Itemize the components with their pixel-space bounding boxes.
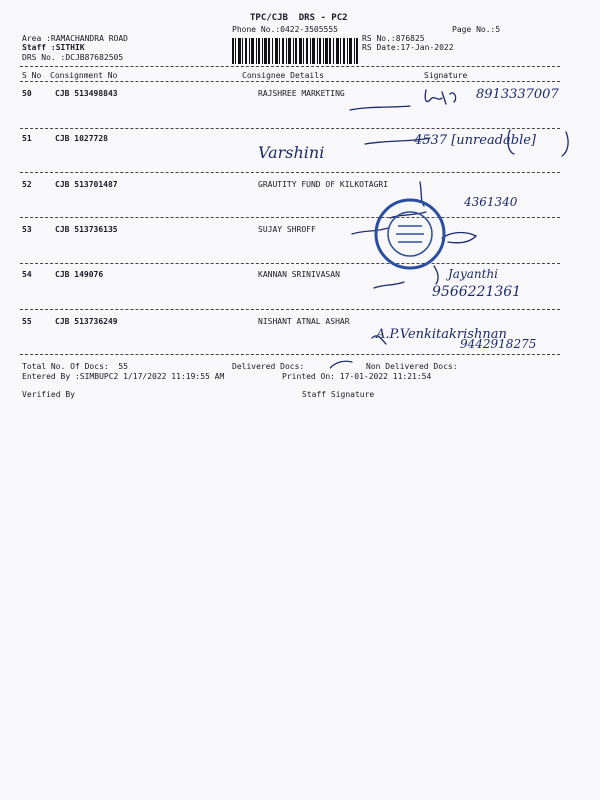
row-consignment: CJB 513701487 [55, 180, 118, 189]
divider [20, 81, 560, 82]
row-sno: 53 [22, 225, 32, 234]
divider [20, 354, 560, 355]
delivered-docs: Delivered Docs: [232, 362, 305, 371]
row-consignment: CJB 513736135 [55, 225, 118, 234]
barcode [232, 38, 358, 64]
row-sno: 54 [22, 270, 32, 279]
row-consignee: NISHANT ATNAL ASHAR [258, 317, 350, 326]
row-consignee: SUJAY SHROFF [258, 225, 316, 234]
col-header-sno: S No [22, 71, 42, 80]
handwritten-phone: 9442918275 [460, 337, 537, 351]
divider [20, 217, 560, 218]
divider [20, 309, 560, 310]
handwritten-phone: 9566221361 [432, 284, 522, 300]
divider [20, 263, 560, 264]
staff-signature-label: Staff Signature [302, 390, 375, 399]
staff-field: Staff :SITHIK [22, 43, 85, 52]
drs-number: DRS No. :DCJB87682505 [22, 53, 124, 62]
handwritten-phone: 8913337007 [476, 87, 559, 102]
row-sno: 51 [22, 134, 32, 143]
col-header-consignment: Consignment No [50, 71, 118, 80]
handwritten-name: Varshini [258, 143, 325, 162]
row-consignee: RAJSHREE MARKETING [258, 89, 345, 98]
handwritten-name: A.P.Venkitakrishnan [376, 327, 507, 342]
divider [20, 128, 560, 129]
printed-on: Printed On: 17-01-2022 11:21:54 [282, 372, 432, 381]
row-consignment: CJB 1027728 [55, 134, 108, 143]
area-field: Area :RAMACHANDRA ROAD [22, 34, 128, 43]
handwritten-code: 4537 [unreadable] [414, 133, 537, 148]
row-consignment: CJB 513498843 [55, 89, 118, 98]
document-title: TPC/CJB DRS - PC2 [250, 13, 348, 23]
row-consignee: KANNAN SRINIVASAN [258, 270, 340, 279]
divider [20, 66, 560, 67]
rs-number: RS No.:876825 [362, 34, 425, 43]
entered-by: Entered By :SIMBUPC2 1/17/2022 11:19:55 AM [22, 372, 225, 381]
row-sno: 52 [22, 180, 32, 189]
row-sno: 50 [22, 89, 32, 98]
row-consignee: GRAUTITY FUND OF KILKOTAGRI [258, 180, 389, 189]
row-sno: 55 [22, 317, 32, 326]
row-consignment: CJB 149076 [55, 270, 104, 279]
handwritten-number: 4361340 [464, 195, 518, 209]
phone-number: Phone No.:0422-3505555 [232, 25, 338, 34]
rs-date: RS Date:17-Jan-2022 [362, 43, 454, 52]
non-delivered-docs: Non Delivered Docs: [366, 362, 458, 371]
verified-by: Verified By [22, 390, 75, 399]
col-header-consignee: Consignee Details [242, 71, 324, 80]
row-consignment: CJB 513736249 [55, 317, 118, 326]
col-header-signature: Signature [424, 71, 468, 80]
divider [20, 172, 560, 173]
handwritten-name: Jayanthi [448, 267, 499, 281]
page-number: Page No.:5 [452, 25, 501, 34]
total-docs: Total No. Of Docs: 55 [22, 362, 128, 371]
company-stamp [372, 196, 448, 272]
